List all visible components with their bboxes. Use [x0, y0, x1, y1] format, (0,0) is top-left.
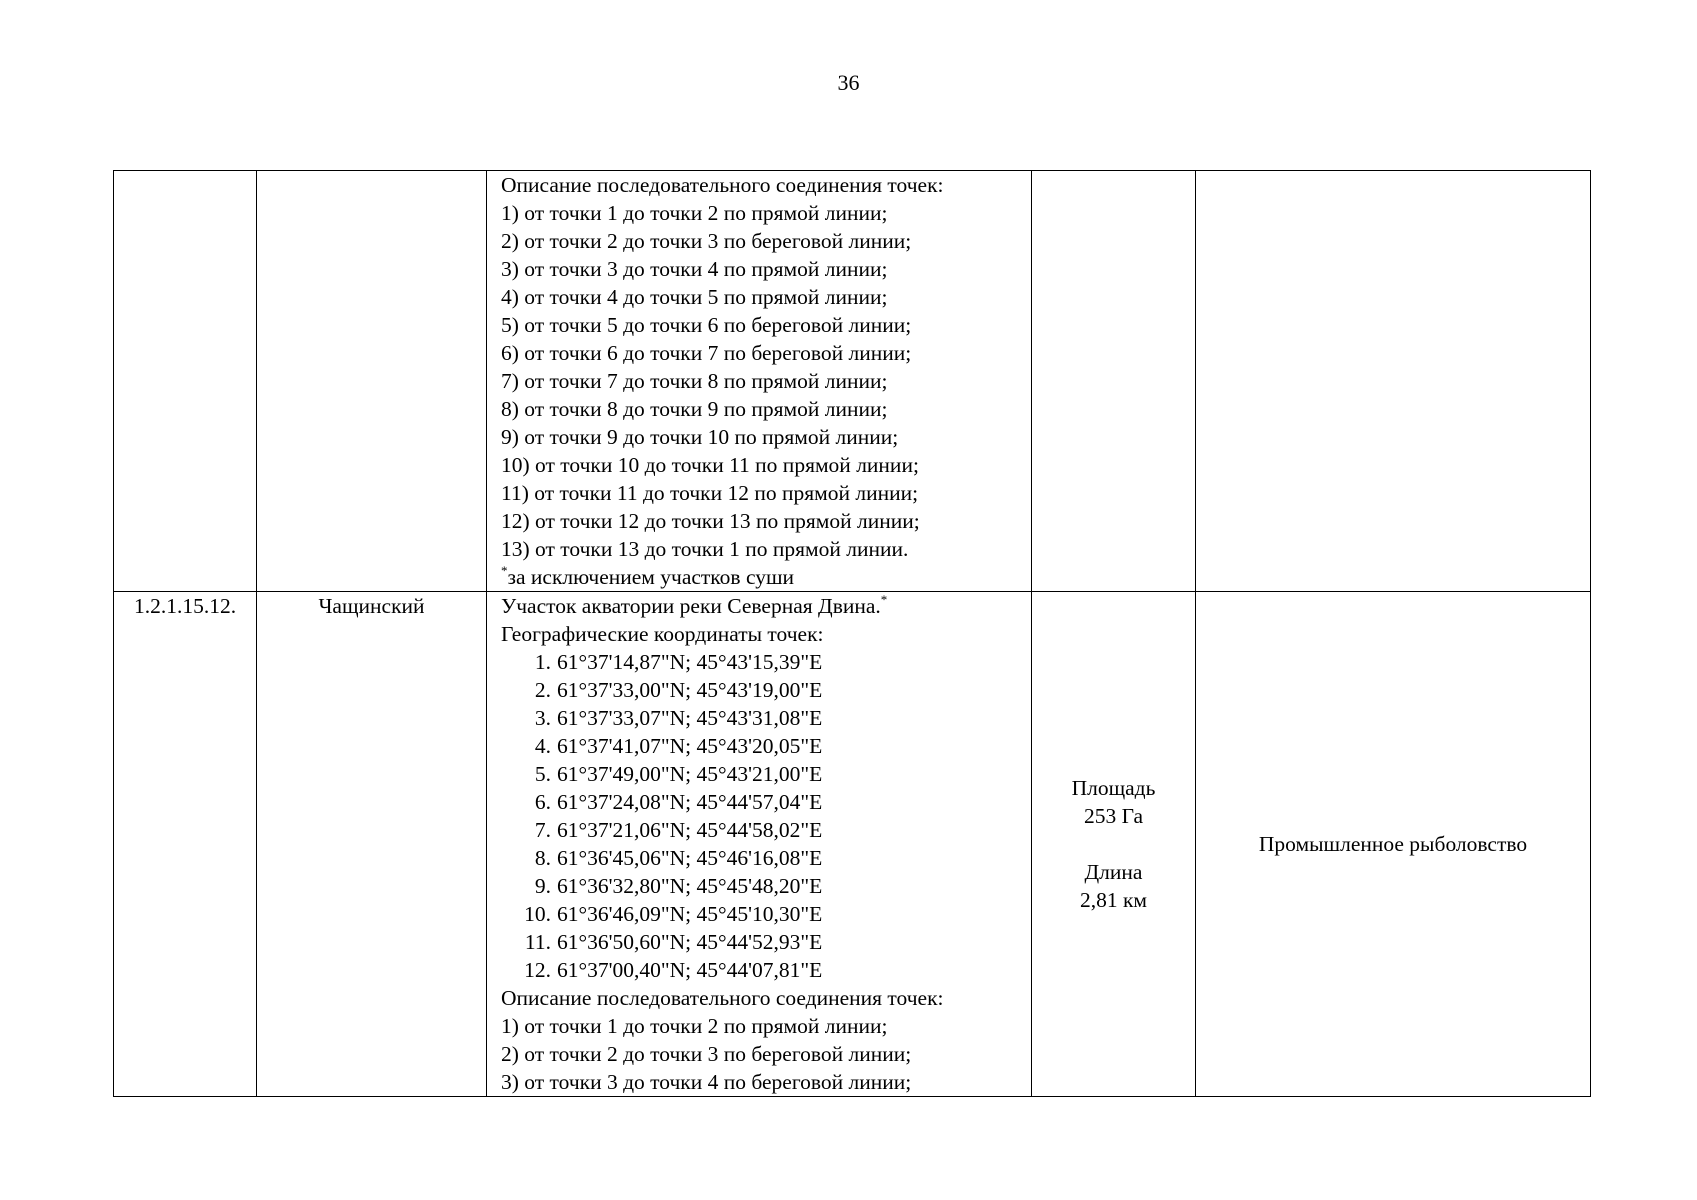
- coordinate-index: 5.: [534, 762, 551, 786]
- connection-item: 13) от точки 13 до точки 1 по прямой линии.: [501, 537, 909, 561]
- coordinate-index: 2.: [534, 678, 551, 702]
- coordinate-value: 61°37'33,07"N; 45°43'31,08"E: [557, 706, 823, 730]
- coordinate-index: 12.: [524, 958, 551, 982]
- coordinate-item: [501, 704, 1031, 732]
- coordinate-item: [501, 900, 1031, 928]
- coordinate-value: 61°37'33,00"N; 45°43'19,00"E: [557, 678, 823, 702]
- coordinate-index: 7.: [534, 818, 551, 842]
- cell-usage-empty: [1196, 171, 1591, 592]
- coordinate-value: 61°37'21,06"N; 45°44'58,02"E: [557, 818, 823, 842]
- area-title: [501, 592, 1031, 620]
- coordinate-item: [501, 816, 1031, 844]
- connection-item: 2) от точки 2 до точки 3 по береговой линии;: [501, 1042, 912, 1066]
- coordinate-index: 8.: [534, 846, 551, 870]
- cell-name-empty: [257, 171, 487, 592]
- connection-item: 7) от точки 7 до точки 8 по прямой линии;: [501, 369, 888, 393]
- coordinate-item: [501, 844, 1031, 872]
- connection-item: 5) от точки 5 до точки 6 по береговой линии;: [501, 313, 912, 337]
- coordinate-value: 61°37'24,08"N; 45°44'57,04"E: [557, 790, 823, 814]
- coordinate-value: 61°37'00,40"N; 45°44'07,81"E: [557, 958, 823, 982]
- coordinate-index: 6.: [534, 790, 551, 814]
- coordinate-value: 61°36'45,06"N; 45°46'16,08"E: [557, 846, 823, 870]
- footnote-mark: *: [501, 563, 508, 578]
- connection-item: 8) от точки 8 до точки 9 по прямой линии;: [501, 397, 888, 421]
- connection-title: Описание последовательного соединения точек:: [501, 173, 944, 197]
- coordinate-value: 61°37'49,00"N; 45°43'21,00"E: [557, 762, 823, 786]
- coordinate-list: [501, 648, 1031, 984]
- coordinate-index: 10.: [524, 902, 551, 926]
- connection-item: 4) от точки 4 до точки 5 по прямой линии;: [501, 285, 888, 309]
- coordinate-item: [501, 760, 1031, 788]
- footnote: [501, 563, 1031, 591]
- area-title-text: Участок акватории реки Северная Двина.: [501, 594, 881, 618]
- connection-title: Описание последовательного соединения точек:: [501, 986, 944, 1010]
- connection-item: 1) от точки 1 до точки 2 по прямой линии;: [501, 1014, 888, 1038]
- coordinate-item: [501, 732, 1031, 760]
- connection-item: 9) от точки 9 до точки 10 по прямой линии;: [501, 425, 899, 449]
- coordinate-value: 61°36'32,80"N; 45°45'48,20"E: [557, 874, 823, 898]
- length-value: 2,81 км: [1079, 888, 1148, 912]
- cell-size: [1032, 592, 1196, 1097]
- cell-usage: Промышленное рыболовство: [1196, 592, 1591, 1097]
- connection-item: 10) от точки 10 до точки 11 по прямой линии;: [501, 453, 919, 477]
- cell-description: [487, 592, 1032, 1097]
- connection-item: 3) от точки 3 до точки 4 по береговой линии;: [501, 1070, 912, 1094]
- area-title-footnote-mark: *: [880, 592, 888, 607]
- cell-size-empty: [1032, 171, 1196, 592]
- coordinate-index: 1.: [534, 650, 551, 674]
- connection-item: 1) от точки 1 до точки 2 по прямой линии;: [501, 201, 888, 225]
- cell-number: 1.2.1.15.12.: [114, 592, 257, 1097]
- area-label: Площадь: [1071, 776, 1156, 800]
- coordinate-item: [501, 648, 1031, 676]
- coordinate-index: 3.: [534, 706, 551, 730]
- coordinate-item: [501, 928, 1031, 956]
- coordinate-index: 4.: [534, 734, 551, 758]
- fishing-areas-table: [113, 170, 1591, 1097]
- coordinate-value: 61°37'14,87"N; 45°43'15,39"E: [557, 650, 823, 674]
- coordinate-value: 61°36'50,60"N; 45°44'52,93"E: [557, 930, 823, 954]
- table-row-continued: [114, 171, 1591, 592]
- footnote-text: за исключением участков суши: [507, 565, 795, 589]
- coordinate-item: [501, 676, 1031, 704]
- connection-item: 12) от точки 12 до точки 13 по прямой линии;: [501, 509, 920, 533]
- connection-item: 11) от точки 11 до точки 12 по прямой линии;: [501, 481, 919, 505]
- connection-item: 2) от точки 2 до точки 3 по береговой линии;: [501, 229, 912, 253]
- connection-item: 3) от точки 3 до точки 4 по прямой линии;: [501, 257, 888, 281]
- coords-title: Географические координаты точек:: [501, 622, 824, 646]
- area-value: 253 Га: [1083, 804, 1144, 828]
- cell-area-name: Чащинский: [257, 592, 487, 1097]
- connection-item: 6) от точки 6 до точки 7 по береговой линии;: [501, 341, 912, 365]
- coordinate-value: 61°36'46,09"N; 45°45'10,30"E: [557, 902, 823, 926]
- coordinate-value: 61°37'41,07"N; 45°43'20,05"E: [557, 734, 823, 758]
- coordinate-item: [501, 956, 1031, 984]
- coordinate-index: 9.: [534, 874, 551, 898]
- length-label: Длина: [1084, 860, 1143, 884]
- coordinate-item: [501, 788, 1031, 816]
- coordinate-item: [501, 872, 1031, 900]
- coordinate-index: 11.: [524, 930, 551, 954]
- page-number: 36: [837, 70, 860, 95]
- cell-number-empty: [114, 171, 257, 592]
- table-row-main: [114, 592, 1591, 1097]
- cell-description-continued: [487, 171, 1032, 592]
